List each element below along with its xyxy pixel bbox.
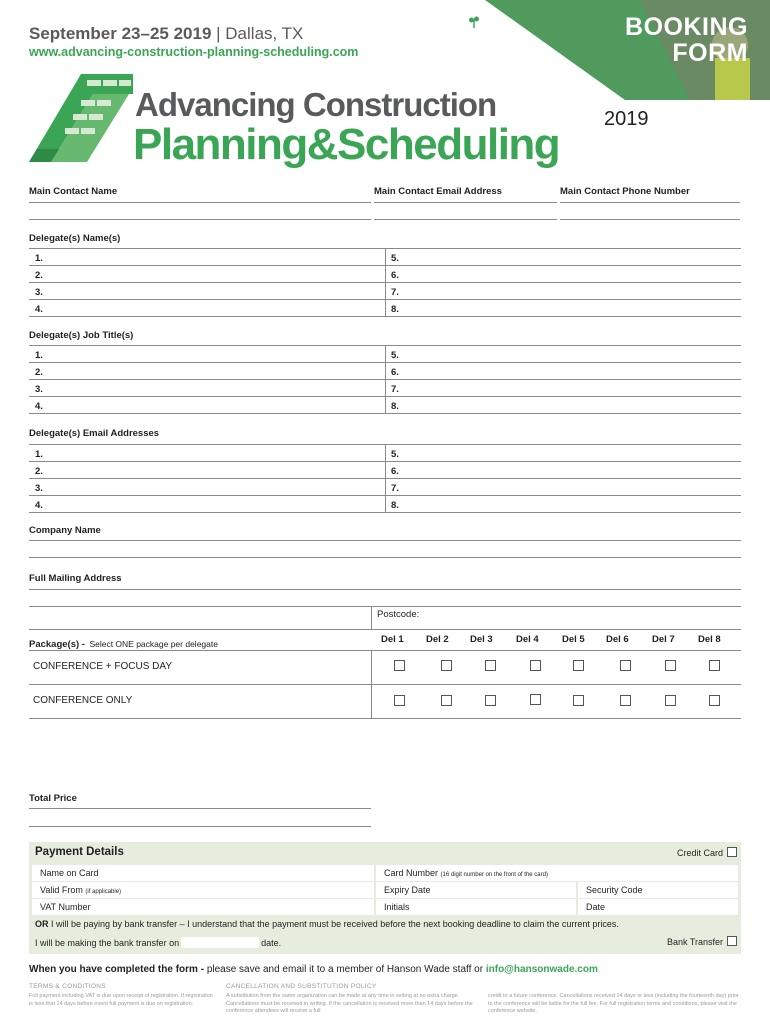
del-header: Del 4: [516, 634, 539, 645]
delegate-job-field[interactable]: 1.: [35, 350, 43, 361]
card-number-field[interactable]: Card Number (16 digit number on the front of the card): [376, 865, 738, 881]
delegate-job-field[interactable]: 2.: [35, 367, 43, 378]
package-checkbox[interactable]: [620, 660, 631, 671]
delegate-email-field[interactable]: 4.: [35, 500, 43, 511]
cancellation-text: A substitution from the same organization can be made at any time in writing at no extra charge. Cancellations must be received in writing. If the cancellation is received more than 14 days before the conference attendees will receive a full: [226, 993, 473, 1014]
terms-heading: TERMS & CONDITIONS: [29, 983, 106, 990]
del-header: Del 7: [652, 634, 675, 645]
transfer-date-line: I will be making the bank transfer on date.: [35, 938, 282, 948]
main-contact-name-field[interactable]: [29, 202, 371, 203]
package-row-label: CONFERENCE + FOCUS DAY: [33, 661, 172, 672]
package-checkbox[interactable]: [394, 695, 405, 706]
delegate-email-field[interactable]: 7.: [391, 483, 399, 494]
delegate-name-field[interactable]: 6.: [391, 270, 399, 281]
event-date: September 23–25 2019 | Dallas, TX: [29, 24, 304, 43]
delegate-email-field[interactable]: 1.: [35, 449, 43, 460]
date-field[interactable]: Date: [578, 899, 738, 915]
bank-transfer-statement: OR I will be paying by bank transfer – I understand that the payment must be received before the next booking deadline to claim the current prices.: [35, 919, 619, 929]
delegate-job-field[interactable]: 4.: [35, 401, 43, 412]
del-header: Del 5: [562, 634, 585, 645]
del-header: Del 3: [470, 634, 493, 645]
mailing-address-label: Full Mailing Address: [29, 573, 122, 584]
bank-transfer-label: Bank Transfer: [666, 937, 723, 947]
delegate-name-field[interactable]: 3.: [35, 287, 43, 298]
delegate-job-field[interactable]: 6.: [391, 367, 399, 378]
field-divider: [29, 557, 741, 558]
delegate-email-field[interactable]: 3.: [35, 483, 43, 494]
completion-instructions: When you have completed the form - please save and email it to a member of Hanson Wade staff or info@hansonwade.com: [29, 964, 598, 975]
field-divider: [374, 219, 557, 220]
total-price-field[interactable]: [29, 808, 371, 809]
package-checkbox[interactable]: [485, 660, 496, 671]
bank-transfer-checkbox[interactable]: [727, 936, 737, 946]
field-divider: [560, 219, 740, 220]
delegate-name-field[interactable]: 1.: [35, 253, 43, 264]
transfer-date-field[interactable]: [181, 937, 259, 948]
package-checkbox[interactable]: [485, 695, 496, 706]
package-divider: [29, 718, 741, 719]
mailing-address-field[interactable]: [29, 589, 741, 590]
package-divider: [29, 650, 741, 651]
delegate-email-field[interactable]: 6.: [391, 466, 399, 477]
package-checkbox[interactable]: [530, 660, 541, 671]
package-row-label: CONFERENCE ONLY: [33, 695, 133, 706]
contact-email-link[interactable]: info@hansonwade.com: [485, 964, 598, 975]
postcode-label: Postcode:: [377, 609, 420, 620]
postcode-divider: [371, 606, 372, 630]
cancellation-text-continued: credit to a future conference. Cancellations received 14 days or less (including the fourteenth day) prior to the conference will be liable for the full fee. For full registration terms and conditions, please visit the conference website.: [488, 993, 739, 1014]
delegate-job-field[interactable]: 3.: [35, 384, 43, 395]
package-checkbox[interactable]: [394, 660, 405, 671]
delegate-name-field[interactable]: 7.: [391, 287, 399, 298]
delegate-email-field[interactable]: 8.: [391, 500, 399, 511]
payment-details-panel: [29, 842, 741, 954]
field-divider: [29, 826, 371, 827]
main-contact-phone-field[interactable]: [560, 202, 740, 203]
package-checkbox[interactable]: [709, 695, 720, 706]
cancellation-heading: CANCELLATION AND SUBSTITUTION POLICY: [226, 983, 377, 990]
package-divider: [29, 684, 741, 685]
logo-title-line1: Advancing Construction: [135, 86, 497, 123]
field-divider: [29, 606, 741, 607]
package-checkbox[interactable]: [665, 695, 676, 706]
postcode-field[interactable]: [29, 629, 741, 630]
main-contact-email-label: Main Contact Email Address: [374, 186, 502, 197]
company-name-label: Company Name: [29, 525, 101, 536]
plant-icon: [469, 17, 479, 29]
package-checkbox[interactable]: [573, 660, 584, 671]
package-checkbox[interactable]: [530, 694, 541, 705]
package-checkbox[interactable]: [573, 695, 584, 706]
logo-year: 2019: [604, 108, 649, 130]
logo-mark-icon: [29, 74, 133, 162]
packages-subtitle: Select ONE package per delegate: [89, 639, 218, 649]
delegate-name-field[interactable]: 2.: [35, 270, 43, 281]
valid-from-note: (if applicable): [85, 889, 122, 895]
logo-title-line2: Planning&Scheduling: [133, 120, 560, 169]
card-number-note: (16 digit number on the front of the card): [440, 872, 548, 878]
package-checkbox[interactable]: [665, 660, 676, 671]
valid-from-field[interactable]: Valid From (if applicable): [32, 882, 374, 898]
packages-title: Package(s) - Select ONE package per delegate: [29, 639, 218, 650]
vat-number-field[interactable]: VAT Number: [32, 899, 374, 915]
credit-card-label: Credit Card: [676, 848, 723, 858]
delegate-emails-block: [29, 444, 741, 513]
delegate-name-field[interactable]: 4.: [35, 304, 43, 315]
delegate-job-field[interactable]: 7.: [391, 384, 399, 395]
delegate-names-block: [29, 248, 741, 317]
main-contact-email-field[interactable]: [374, 202, 557, 203]
del-header: Del 6: [606, 634, 629, 645]
del-header: Del 1: [381, 634, 404, 645]
package-checkbox[interactable]: [441, 660, 452, 671]
main-contact-phone-label: Main Contact Phone Number: [560, 186, 690, 197]
main-contact-name-label: Main Contact Name: [29, 186, 118, 197]
del-header: Del 2: [426, 634, 449, 645]
expiry-date-field[interactable]: Expiry Date: [376, 882, 576, 898]
terms-text: Full payment including VAT is due upon receipt of registration. If registration is less that 14 days before event full payment is due on registration.: [29, 993, 213, 1007]
delegate-email-field[interactable]: 2.: [35, 466, 43, 477]
package-checkbox[interactable]: [709, 660, 720, 671]
name-on-card-field[interactable]: Name on Card: [32, 865, 374, 881]
delegate-name-field[interactable]: 8.: [391, 304, 399, 315]
company-name-field[interactable]: [29, 540, 741, 541]
delegate-names-title: Delegate(s) Name(s): [29, 233, 121, 244]
delegate-job-field[interactable]: 5.: [391, 350, 399, 361]
credit-card-checkbox[interactable]: [727, 847, 737, 857]
package-checkbox[interactable]: [441, 695, 452, 706]
security-code-field[interactable]: Security Code: [578, 882, 738, 898]
delegate-jobs-block: [29, 345, 741, 414]
booking-form-title: BOOKING FORM: [625, 13, 748, 67]
del-header: Del 8: [698, 634, 721, 645]
delegate-job-field[interactable]: 8.: [391, 401, 399, 412]
initials-field[interactable]: Initials: [376, 899, 576, 915]
total-price-label: Total Price: [29, 793, 77, 804]
delegate-emails-title: Delegate(s) Email Addresses: [29, 428, 160, 439]
event-url[interactable]: www.advancing-construction-planning-scheduling.com: [29, 45, 359, 59]
payment-title: Payment Details: [35, 846, 124, 858]
field-divider: [29, 219, 371, 220]
package-checkbox[interactable]: [620, 695, 631, 706]
event-location: | Dallas, TX: [216, 24, 304, 43]
delegate-name-field[interactable]: 5.: [391, 253, 399, 264]
delegate-email-field[interactable]: 5.: [391, 449, 399, 460]
delegate-jobs-title: Delegate(s) Job Title(s): [29, 330, 134, 341]
